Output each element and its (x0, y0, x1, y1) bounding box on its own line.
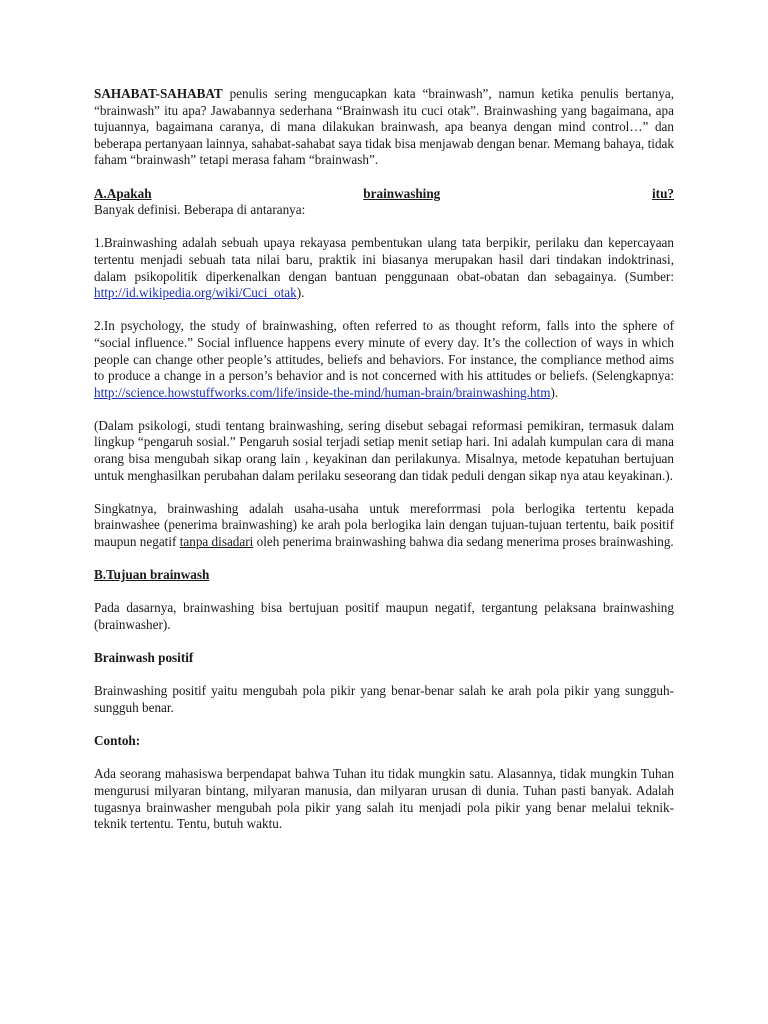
definition-1-text: 1.Brainwashing adalah sebuah upaya rekayasa pembentukan ulang tata berpikir, perilaku dan kepercayaan tertentu menjadi sebuah tata nilai baru, praktik ini biasanya merupakan hasil dari tindakan indoktrinasi, dalam psikopolitik diperkenalkan dengan bantuan penggunaan obat-obatan dan sebagainya. (Sumber: (94, 235, 674, 284)
howstuffworks-link[interactable]: http://science.howstuffworks.com/life/inside-the-mind/human-brain/brainwashing.htm (94, 384, 551, 400)
section-b-intro: Pada dasarnya, brainwashing bisa bertujuan positif maupun negatif, tergantung pelaksana brainwashing (brainwasher). (94, 600, 674, 632)
definition-2-end: ). (550, 384, 559, 400)
section-a-heading (94, 186, 674, 203)
section-a-heading-word-1: A.Apakah (94, 185, 152, 201)
intro-paragraph (94, 86, 674, 169)
summary-underlined: tanpa disadari (179, 534, 254, 550)
summary-text-after: oleh penerima brainwashing bahwa dia sedang menerima proses brainwashing. (253, 534, 674, 550)
summary-paragraph (94, 501, 674, 551)
definition-2-text: 2.In psychology, the study of brainwashing, often referred to as thought reform, falls into the sphere of “social influence.” Social influence happens every minute of every day. It’s the collection of ways in which people can change other people’s attitudes, beliefs and behaviors. For instance, the compliance method aims to produce a change in a person’s behavior and is not concerned with his attitudes or beliefs. (Selengkapnya: (94, 318, 674, 384)
example-heading: Contoh: (94, 733, 141, 749)
intro-lead: SAHABAT-SAHABAT (94, 86, 223, 101)
example-text: Ada seorang mahasiswa berpendapat bahwa Tuhan itu tidak mungkin satu. Alasannya, tidak mungkin Tuhan mengurusi milyaran bintang, milyaran manusia, dan milyaran urusan di dunia. Tuhan pasti banyak. Adalah tugasnya brainwasher mengubah pola pikir yang salah itu menjadi pola pikir yang benar melalui teknik-teknik tertentu. Tentu, butuh waktu. (94, 766, 674, 832)
positive-text: Brainwashing positif yaitu mengubah pola pikir yang benar-benar salah ke arah pola pikir yang sungguh-sungguh benar. (94, 683, 674, 715)
positive-heading: Brainwash positif (94, 650, 194, 666)
intro-text: penulis sering mengucapkan kata “brainwash”, namun ketika penulis bertanya, “brainwash” itu apa? Jawabannya sederhana “Brainwash itu cuci otak”. Brainwashing yang bagaimana, apa tujuannya, bagaimana caranya, di mana dilakukan brainwash, apa beanya dengan mind control…” dan beberapa pertanyaan lainnya, sahabat-sahabat saya tidak bisa menjawab dengan benar. Memang bahaya, tidak faham “brainwash” tetapi merasa faham “brainwash”. (94, 86, 674, 168)
section-b-heading: B.Tujuan brainwash (94, 567, 210, 583)
wikipedia-link[interactable]: http://id.wikipedia.org/wiki/Cuci_otak (94, 285, 297, 301)
definition-1-end: ). (296, 285, 305, 301)
translation-paragraph: (Dalam psikologi, studi tentang brainwashing, sering disebut sebagai reformasi pemikiran, termasuk dalam lingkup “pengaruh sosial.” Pengaruh sosial terjadi setiap menit setiap hari. Ini adalah kumpulan cara di mana orang bisa mengubah sikap orang lain , keyakinan dan perilakunya. Misalnya, metode kepatuhan bertujuan untuk menghasilkan perubahan dalam perilaku seseorang dan tidak peduli dengan sikap nya atau keyakinan.). (94, 417, 674, 483)
definition-1 (94, 235, 674, 301)
definition-2 (94, 318, 674, 401)
summary-text-before: Singkatnya, brainwashing adalah usaha-usaha untuk mereforrmasi pola berlogika tertentu kepada brainwashee (penerima brainwashing) ke arah pola berlogika lain dengan tujuan-tujuan tertentu, baik positif maupun negatif (94, 500, 674, 550)
section-a-intro: Banyak definisi. Beberapa di antaranya: (94, 202, 306, 218)
section-a-heading-word-2: brainwashing (363, 185, 441, 201)
section-a-heading-word-3: itu? (652, 185, 674, 201)
